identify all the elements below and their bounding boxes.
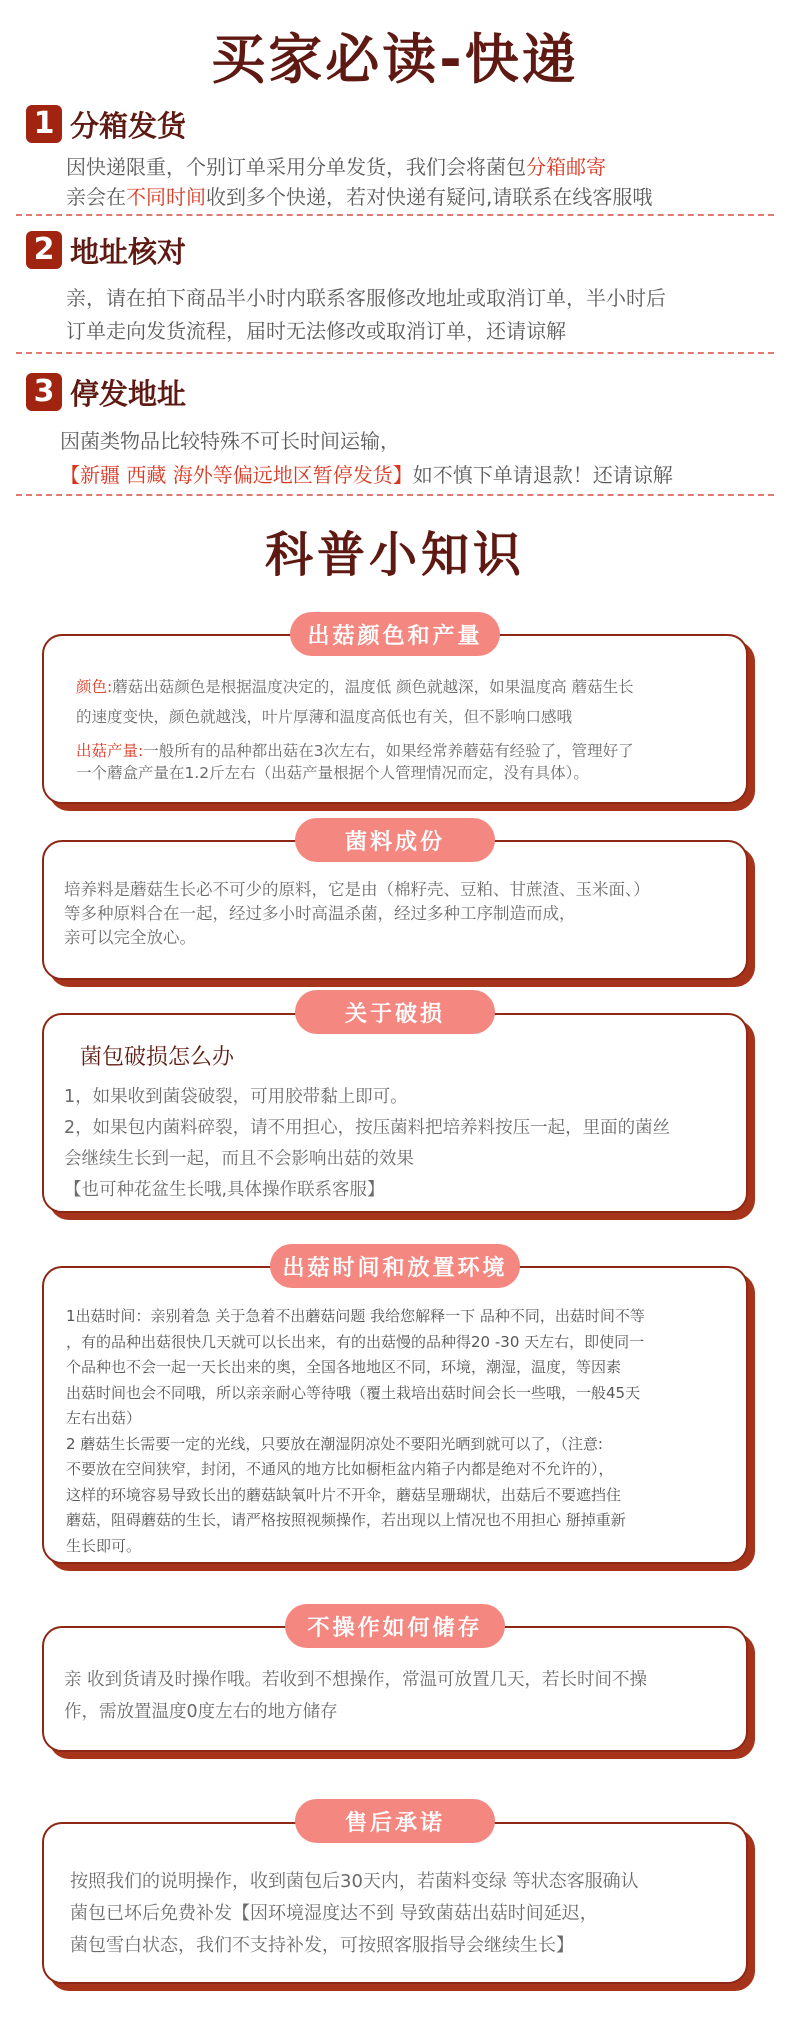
- section-suspended-regions-header: [26, 372, 186, 412]
- dashed-divider: [16, 494, 774, 496]
- section-suspended-regions-text: 因菌类物品比较特殊不可长时间运输， 【新疆 西藏 海外等偏远地区暂停发货】如不慎下单请退款！还请谅解: [60, 429, 673, 487]
- section-title: 停发地址: [70, 376, 187, 411]
- highlight-text: 不同时间: [126, 185, 206, 209]
- card-time-environment-text: 1出菇时间：亲别着急 关于急着不出蘑菇问题 我给您解释一下 品种不同，出菇时间不等 ，有的品种出菇很快几天就可以长出来，有的出菇慢的品种得20 -30 天左右，即使同一 个品种也不会一起一天长出来的奥，全国各地地区不同，环境，潮湿，温度，等因素 出菇时间也会不同哦，所以亲亲耐心等待哦（覆土栽培出菇时间会长一些哦，一般45天 左右出菇） 2 蘑菇生长需要一定的光线，只要放在潮湿阴凉处不要阳光晒到就可以了，（注意: 不要放在空间狭窄，封闭，不通风的地方比如橱柜盆内箱子内都是绝对不允许的）， 这样的环境容易导致长出的蘑菇缺氧叶片不开伞，蘑菇呈珊瑚状，出菇后不要遮挡住 蘑菇，阻碍蘑菇的生长，请严格按照视频操作，若出现以上情况也不用担心 掰掉重新 生长即可。: [66, 1307, 645, 1555]
- yield-label: 出菇产量:: [76, 742, 144, 760]
- section-split-shipping-text: 因快递限重，个别订单采用分单发货，我们会将菌包分箱邮寄 亲会在不同时间收到多个快递，若对快递有疑问,请联系在线客服哦: [66, 155, 653, 209]
- card-ingredients-pill: 菌料成份: [295, 818, 495, 862]
- knowledge-title: 科普小知识: [264, 527, 525, 583]
- highlight-text: 【新疆 西藏 海外等偏远地区暂停发货】: [60, 463, 413, 487]
- card-color-yield-text: 颜色:蘑菇出菇颜色是根据温度决定的，温度低 颜色就越深，如果温度高 蘑菇生长 的速度变快，颜色就越浅，叶片厚薄和温度高低也有关，但不影响口感哦 出菇产量:一般所有的品种都出菇在3次左右，如果经常养蘑菇有经验了，管理好了 一个蘑盒产量在1.2斤左右（出菇产量根据个人管理情况而定，没有具体）。: [76, 678, 634, 782]
- card-after-sale-pill: 售后承诺: [295, 1799, 495, 1843]
- dashed-divider: [16, 214, 774, 216]
- section-title: 地址核对: [70, 234, 187, 269]
- card-damage-pill: 关于破损: [295, 990, 495, 1034]
- section-title: 分箱发货: [70, 108, 187, 143]
- dashed-divider: [16, 352, 774, 354]
- section-number-badge: 2: [26, 231, 62, 269]
- section-address-check-header: [26, 230, 186, 270]
- card-storage-pill: 不操作如何储存: [285, 1604, 505, 1648]
- section-number-badge: 1: [26, 105, 62, 143]
- card-time-environment-pill: 出菇时间和放置环境: [270, 1244, 520, 1288]
- card-storage-text: 亲 收到货请及时操作哦。若收到不想操作，常温可放置几天，若长时间不操 作，需放置温度0度左右的地方储存: [64, 1670, 648, 1722]
- card-after-sale-text: 按照我们的说明操作，收到菌包后30天内，若菌料变绿 等状态客服确认 菌包已坏后免费补发【因环境湿度达不到 导致菌菇出菇时间延迟， 菌包雪白状态，我们不支持补发，可按照客服指导会继续生长】: [70, 1871, 639, 1956]
- card-damage-text: 1，如果收到菌袋破裂，可用胶带黏上即可。 2，如果包内菌料碎裂，请不用担心，按压菌料把培养料按压一起，里面的菌丝 会继续生长到一起，而且不会影响出菇的效果 【也可种花盆生长哦,具体操作联系客服】: [64, 1087, 671, 1200]
- card-damage-heading: 菌包破损怎么办: [80, 1045, 235, 1070]
- card-color-yield-pill: 出菇颜色和产量: [290, 612, 500, 656]
- section-address-check-text: 亲，请在拍下商品半小时内联系客服修改地址或取消订单，半小时后 订单走向发货流程，届时无法修改或取消订单，还请谅解: [66, 286, 666, 343]
- color-label: 颜色:: [76, 678, 113, 696]
- section-number-badge: 3: [26, 373, 62, 411]
- card-ingredients-text: 培养料是蘑菇生长必不可少的原料，它是由（棉籽壳、豆粕、甘蔗渣、玉米面、） 等多种原料合在一起，经过多小时高温杀菌，经过多种工序制造而成， 亲可以完全放心。: [64, 880, 650, 947]
- page-title: 买家必读-快递: [211, 28, 579, 91]
- section-split-shipping-header: [26, 104, 186, 144]
- highlight-text: 分箱邮寄: [526, 155, 606, 179]
